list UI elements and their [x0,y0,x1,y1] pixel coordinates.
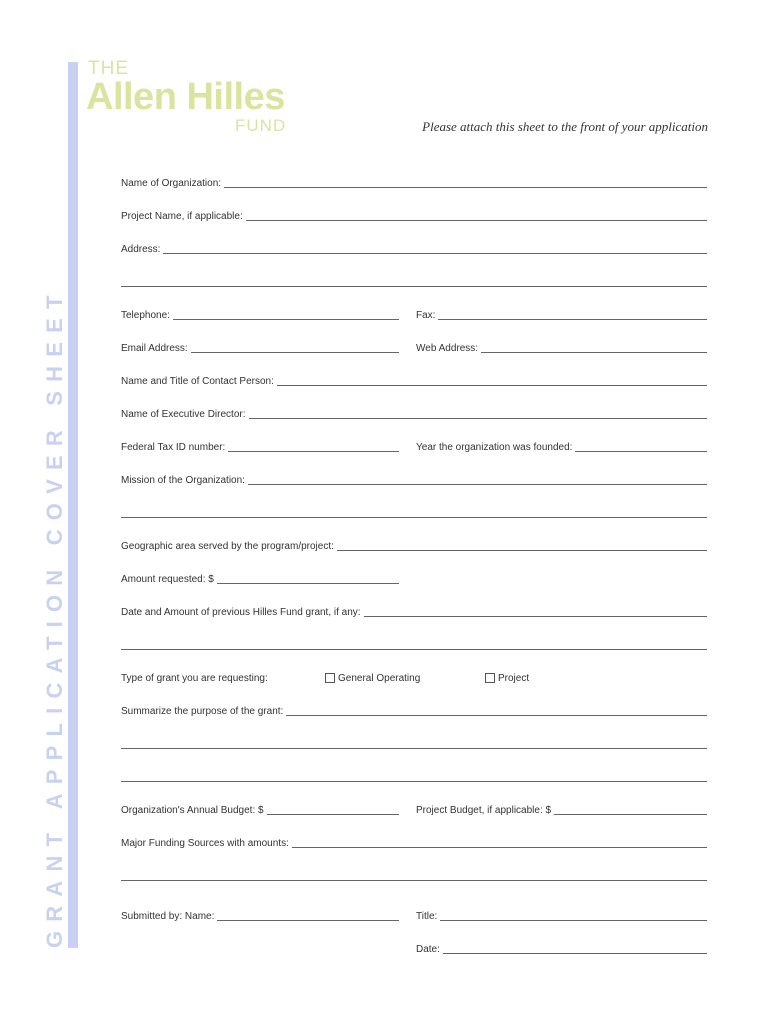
amount-requested-row [121,570,707,586]
title-field[interactable] [416,907,707,923]
project-name-field[interactable] [121,207,707,223]
email-field[interactable] [121,339,399,355]
sidebar-title: GRANT APPLICATION COVER SHEET [42,286,67,948]
logo-name: Allen Hilles [86,76,285,118]
summary-label: Summarize the purpose of the grant: [121,706,284,717]
email-label: Email Address: [121,343,188,354]
email-web-row [121,339,707,355]
geo-area-field[interactable] [121,537,707,553]
title-line[interactable] [440,920,707,921]
date-label: Date: [416,944,440,955]
date-line[interactable] [443,953,707,954]
date-field[interactable] [416,940,707,956]
previous-grant-field[interactable] [121,603,707,619]
geo-area-line[interactable] [337,550,707,551]
submitted-name-line[interactable] [217,920,399,921]
funding-sources-label: Major Funding Sources with amounts: [121,838,289,849]
project-checkbox[interactable] [485,673,495,683]
tax-id-label: Federal Tax ID number: [121,442,226,453]
tax-id-field[interactable] [121,438,399,454]
summary-row [121,702,707,718]
exec-director-label: Name of Executive Director: [121,409,246,420]
project-name-row [121,207,707,223]
title-label: Title: [416,911,438,922]
web-label: Web Address: [416,343,479,354]
mission-field[interactable] [121,471,707,487]
contact-label: Name and Title of Contact Person: [121,376,274,387]
attach-note: Please attach this sheet to the front of your application [422,119,708,134]
fax-label: Fax: [416,310,436,321]
mission-row [121,471,707,487]
annual-budget-line[interactable] [267,814,399,815]
submitted-row [121,907,707,923]
phone-fax-row [121,306,707,322]
submitted-name-label: Submitted by: Name: [121,911,215,922]
funding-sources-line[interactable] [292,847,707,848]
org-name-label: Name of Organization: [121,178,222,189]
project-budget-field[interactable] [416,801,707,817]
grant-type-field [121,669,321,685]
annual-budget-field[interactable] [121,801,399,817]
previous-grant-label: Date and Amount of previous Hilles Fund grant, if any: [121,607,361,618]
telephone-label: Telephone: [121,310,170,321]
telephone-line[interactable] [173,319,399,320]
contact-row [121,372,707,388]
org-name-row [121,174,707,190]
project-budget-label: Project Budget, if applicable: $ [416,805,552,816]
project-budget-line[interactable] [554,814,707,815]
date-row [121,940,707,956]
org-name-line[interactable] [224,187,707,188]
mission-label: Mission of the Organization: [121,475,245,486]
geo-area-row [121,537,707,553]
address-line-2[interactable] [121,286,707,287]
year-founded-line[interactable] [575,451,707,452]
general-operating-label: General Operating [338,673,421,684]
previous-grant-line[interactable] [364,616,707,617]
grant-type-label: Type of grant you are requesting: [121,673,268,684]
fax-line[interactable] [438,319,707,320]
sidebar-bar [68,62,78,948]
project-label: Project [498,673,530,684]
summary-line[interactable] [286,715,707,716]
year-founded-field[interactable] [416,438,707,454]
previous-grant-line-2[interactable] [121,649,707,650]
funding-sources-field[interactable] [121,834,707,850]
exec-director-field[interactable] [121,405,707,421]
address-label: Address: [121,244,161,255]
web-line[interactable] [481,352,707,353]
funding-sources-row [121,834,707,850]
contact-line[interactable] [277,385,707,386]
amount-requested-label: Amount requested: $ [121,574,214,585]
summary-line-3[interactable] [121,781,707,782]
tax-id-line[interactable] [228,451,399,452]
geo-area-label: Geographic area served by the program/project: [121,541,334,552]
mission-line[interactable] [248,484,707,485]
amount-requested-line[interactable] [217,583,399,584]
web-field[interactable] [416,339,707,355]
address-row [121,240,707,256]
project-name-label: Project Name, if applicable: [121,211,243,222]
project-option[interactable] [485,669,532,685]
general-operating-option[interactable] [325,669,423,685]
fax-field[interactable] [416,306,707,322]
taxid-year-row [121,438,707,454]
logo-the: THE [88,58,129,79]
summary-line-2[interactable] [121,748,707,749]
logo-fund: FUND [235,116,287,135]
email-line[interactable] [191,352,399,353]
general-operating-checkbox[interactable] [325,673,335,683]
grant-type-row [121,669,707,685]
contact-field[interactable] [121,372,707,388]
previous-grant-row [121,603,707,619]
budget-row [121,801,707,817]
project-name-line[interactable] [246,220,707,221]
address-field[interactable] [121,240,707,256]
exec-director-row [121,405,707,421]
summary-field[interactable] [121,702,707,718]
year-founded-label: Year the organization was founded: [416,442,573,453]
telephone-field[interactable] [121,306,399,322]
mission-line-2[interactable] [121,517,707,518]
funding-sources-line-2[interactable] [121,880,707,881]
org-name-field[interactable] [121,174,707,190]
address-line[interactable] [163,253,707,254]
exec-director-line[interactable] [249,418,708,419]
annual-budget-label: Organization's Annual Budget: $ [121,805,264,816]
amount-requested-field[interactable] [121,570,399,586]
submitted-name-field[interactable] [121,907,399,923]
